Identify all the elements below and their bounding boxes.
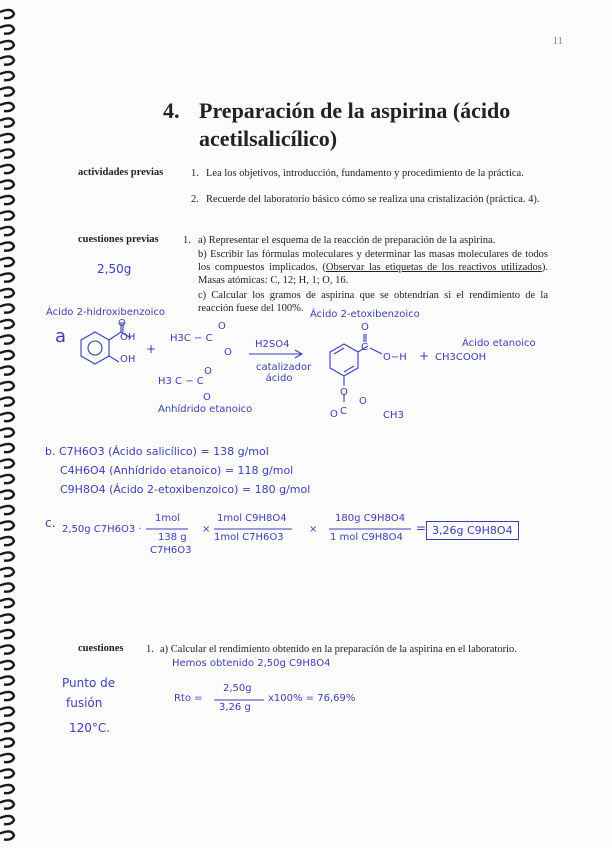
cuestiones-previas-label: cuestiones previas	[78, 234, 159, 245]
hw-rto-num: 2,50g	[223, 683, 252, 694]
spiral-ring	[0, 320, 14, 328]
spiral-ring	[0, 599, 14, 607]
spiral-ring	[0, 258, 14, 266]
spiral-ring	[0, 661, 14, 669]
actividad-2-num: 2.	[191, 194, 199, 205]
spiral-ring	[0, 521, 14, 529]
hw-b-line-1: b. C7H6O3 (Ácido salicílico) = 138 g/mol	[45, 445, 269, 458]
hw-plus-2: +	[419, 349, 430, 363]
spiral-ring	[0, 444, 14, 452]
spiral-ring	[0, 831, 14, 839]
hw-o-label-7: O	[340, 387, 348, 398]
hw-fusion-2: fusión	[66, 696, 103, 710]
hw-part-a: a	[55, 326, 67, 347]
spiral-ring	[0, 506, 14, 514]
hw-frac2-num: 1mol C9H8O4	[217, 513, 287, 524]
spiral-ring	[0, 10, 14, 18]
hw-o-label-2: O	[218, 321, 226, 332]
hw-anhydride-name: Anhídrido etanoico	[158, 404, 253, 415]
hw-result-box: 3,26g C9H8O4	[426, 521, 519, 540]
spiral-ring	[0, 738, 14, 746]
spiral-ring	[0, 351, 14, 359]
hw-frac1-den2: C7H6O3	[150, 545, 192, 556]
spiral-ring	[0, 227, 14, 235]
actividad-2-text: Recuerde del laboratorio básico cómo se realiza una cristalización (práctica. 4).	[206, 194, 540, 205]
actividad-1-num: 1.	[191, 168, 199, 179]
hw-o-label-4: O	[204, 366, 212, 377]
spiral-ring	[0, 335, 14, 343]
spiral-ring	[0, 413, 14, 421]
hw-o-label-9: O	[330, 409, 338, 420]
spiral-ring	[0, 537, 14, 545]
hw-fusion-1: Punto de	[62, 676, 116, 690]
spiral-ring	[0, 490, 14, 498]
hw-frac2-den: 1mol C7H6O3	[214, 532, 284, 543]
spiral-ring	[0, 614, 14, 622]
spiral-ring	[0, 785, 14, 793]
hw-reactant1-name: Ácido 2-hidroxibenzoico	[46, 307, 166, 318]
spiral-ring	[0, 645, 14, 653]
cuestion-previa-b: b) Escribir las fórmulas moleculares y determinar las masas moleculares de todos los compuestos implicados. (Observar las etiquetas de los reactivos utilizados). Masas atómicas: C, 12; H, 1; O, 16.	[198, 249, 548, 286]
spiral-ring	[0, 165, 14, 173]
spiral-ring	[0, 707, 14, 715]
cuestiones-label: cuestiones	[78, 643, 124, 654]
hw-frac1-den: 138 g	[158, 532, 187, 543]
hw-catalyst-note: catalizador ácido	[256, 362, 312, 384]
spiral-ring	[0, 366, 14, 374]
hw-times-2: ×	[309, 524, 318, 535]
spiral-ring	[0, 134, 14, 142]
frac1-line	[146, 527, 190, 531]
hw-catalyst: H2SO4	[255, 339, 290, 350]
hw-fusion-3: 120°C.	[69, 721, 111, 735]
hw-o-label-1: O	[118, 318, 126, 329]
spiral-ring	[0, 273, 14, 281]
spiral-ring	[0, 723, 14, 731]
hw-ch3: CH3	[383, 410, 404, 421]
hw-frac1-num: 1mol	[155, 513, 180, 524]
hw-equals: =	[416, 521, 427, 535]
hw-product-name: Ácido 2-etoxibenzoico	[310, 309, 420, 320]
spiral-binding	[0, 0, 22, 848]
cuestion-num: 1.	[146, 644, 154, 655]
spiral-ring	[0, 769, 14, 777]
hw-product2-name: Ácido etanoico	[462, 338, 536, 349]
cuestion-previa-num: 1.	[183, 235, 191, 246]
spiral-ring	[0, 87, 14, 95]
cuestion-previa-c: c) Calcular los gramos de aspirina que se obtendrían si el rendimiento de la reacción fuese del 100%.	[198, 290, 548, 314]
spiral-ring	[0, 583, 14, 591]
spiral-ring	[0, 459, 14, 467]
hw-rto-den: 3,26 g	[219, 702, 251, 713]
hw-obtained: Hemos obtenido 2,50g C9H8O4	[172, 658, 331, 669]
cuestion-previa-a: a) Representar el esquema de la reacción de preparación de la aspirina.	[198, 235, 496, 246]
frac2-line	[214, 527, 294, 531]
page-number: 11	[553, 36, 563, 47]
spiral-ring	[0, 754, 14, 762]
hw-product-oh: O−H	[383, 352, 407, 363]
spiral-ring	[0, 304, 14, 312]
spiral-ring	[0, 196, 14, 204]
spiral-ring	[0, 676, 14, 684]
hw-b-line-2: C4H6O4 (Anhídrido etanoico) = 118 g/mol	[60, 464, 294, 477]
spiral-ring	[0, 397, 14, 405]
spiral-ring	[0, 382, 14, 390]
hw-product-c-2: C	[340, 406, 347, 417]
spiral-ring	[0, 630, 14, 638]
spiral-ring	[0, 475, 14, 483]
spiral-ring	[0, 428, 14, 436]
hw-plus-1: +	[146, 342, 157, 356]
spiral-ring	[0, 211, 14, 219]
hw-b-line-3: C9H8O4 (Ácido 2-etoxibenzoico) = 180 g/mol	[60, 483, 311, 496]
hw-mass-note: 2,50g	[97, 262, 132, 276]
spiral-ring	[0, 118, 14, 126]
spiral-ring	[0, 289, 14, 297]
hw-oh-label: OH	[120, 332, 136, 343]
spiral-ring	[0, 242, 14, 250]
hw-c-start: 2,50g C7H6O3 ·	[62, 524, 142, 535]
spiral-ring	[0, 692, 14, 700]
hw-o-label-8: O	[359, 396, 367, 407]
hw-o-label-5: O	[203, 392, 211, 403]
hw-frac3-num: 180g C9H8O4	[335, 513, 406, 524]
chapter-title-line1: Preparación de la aspirina (ácido	[199, 98, 511, 123]
actividad-1-text: Lea los objetivos, introducción, fundamento y procedimiento de la práctica.	[206, 168, 524, 179]
hw-c-label: c.	[45, 516, 56, 530]
hw-o-label-3: O	[224, 347, 232, 358]
hw-anhydride-top: H3 C − C	[158, 376, 204, 387]
cuestion-a: a) Calcular el rendimiento obtenido en la preparación de la aspirina en el laboratorio.	[160, 644, 517, 655]
chapter-number: 4.	[163, 98, 180, 123]
reaction-arrow	[247, 349, 307, 359]
spiral-ring	[0, 56, 14, 64]
frac3-line	[329, 527, 413, 531]
spiral-ring	[0, 149, 14, 157]
hw-o-label-6: O	[361, 322, 369, 333]
hw-product-c: C	[361, 342, 368, 353]
spiral-ring	[0, 41, 14, 49]
hw-oh-label-2: OH	[120, 354, 136, 365]
spiral-ring	[0, 552, 14, 560]
spiral-ring	[0, 72, 14, 80]
spiral-ring	[0, 800, 14, 808]
spiral-ring	[0, 103, 14, 111]
hw-frac3-den: 1 mol C9H8O4	[330, 532, 403, 543]
hw-rto-rhs: x100% = 76,69%	[268, 693, 356, 704]
spiral-ring	[0, 180, 14, 188]
spiral-ring	[0, 25, 14, 33]
actividades-previas-label: actividades previas	[78, 167, 164, 178]
spiral-ring	[0, 568, 14, 576]
hw-h3c-c: H3C − C	[170, 333, 213, 344]
hw-product2-formula: CH3COOH	[435, 352, 487, 363]
spiral-ring	[0, 816, 14, 824]
chapter-title-line2: acetilsalicílico)	[199, 126, 338, 151]
hw-rto-lhs: Rto =	[174, 693, 203, 704]
hw-times-1: ×	[202, 524, 211, 535]
